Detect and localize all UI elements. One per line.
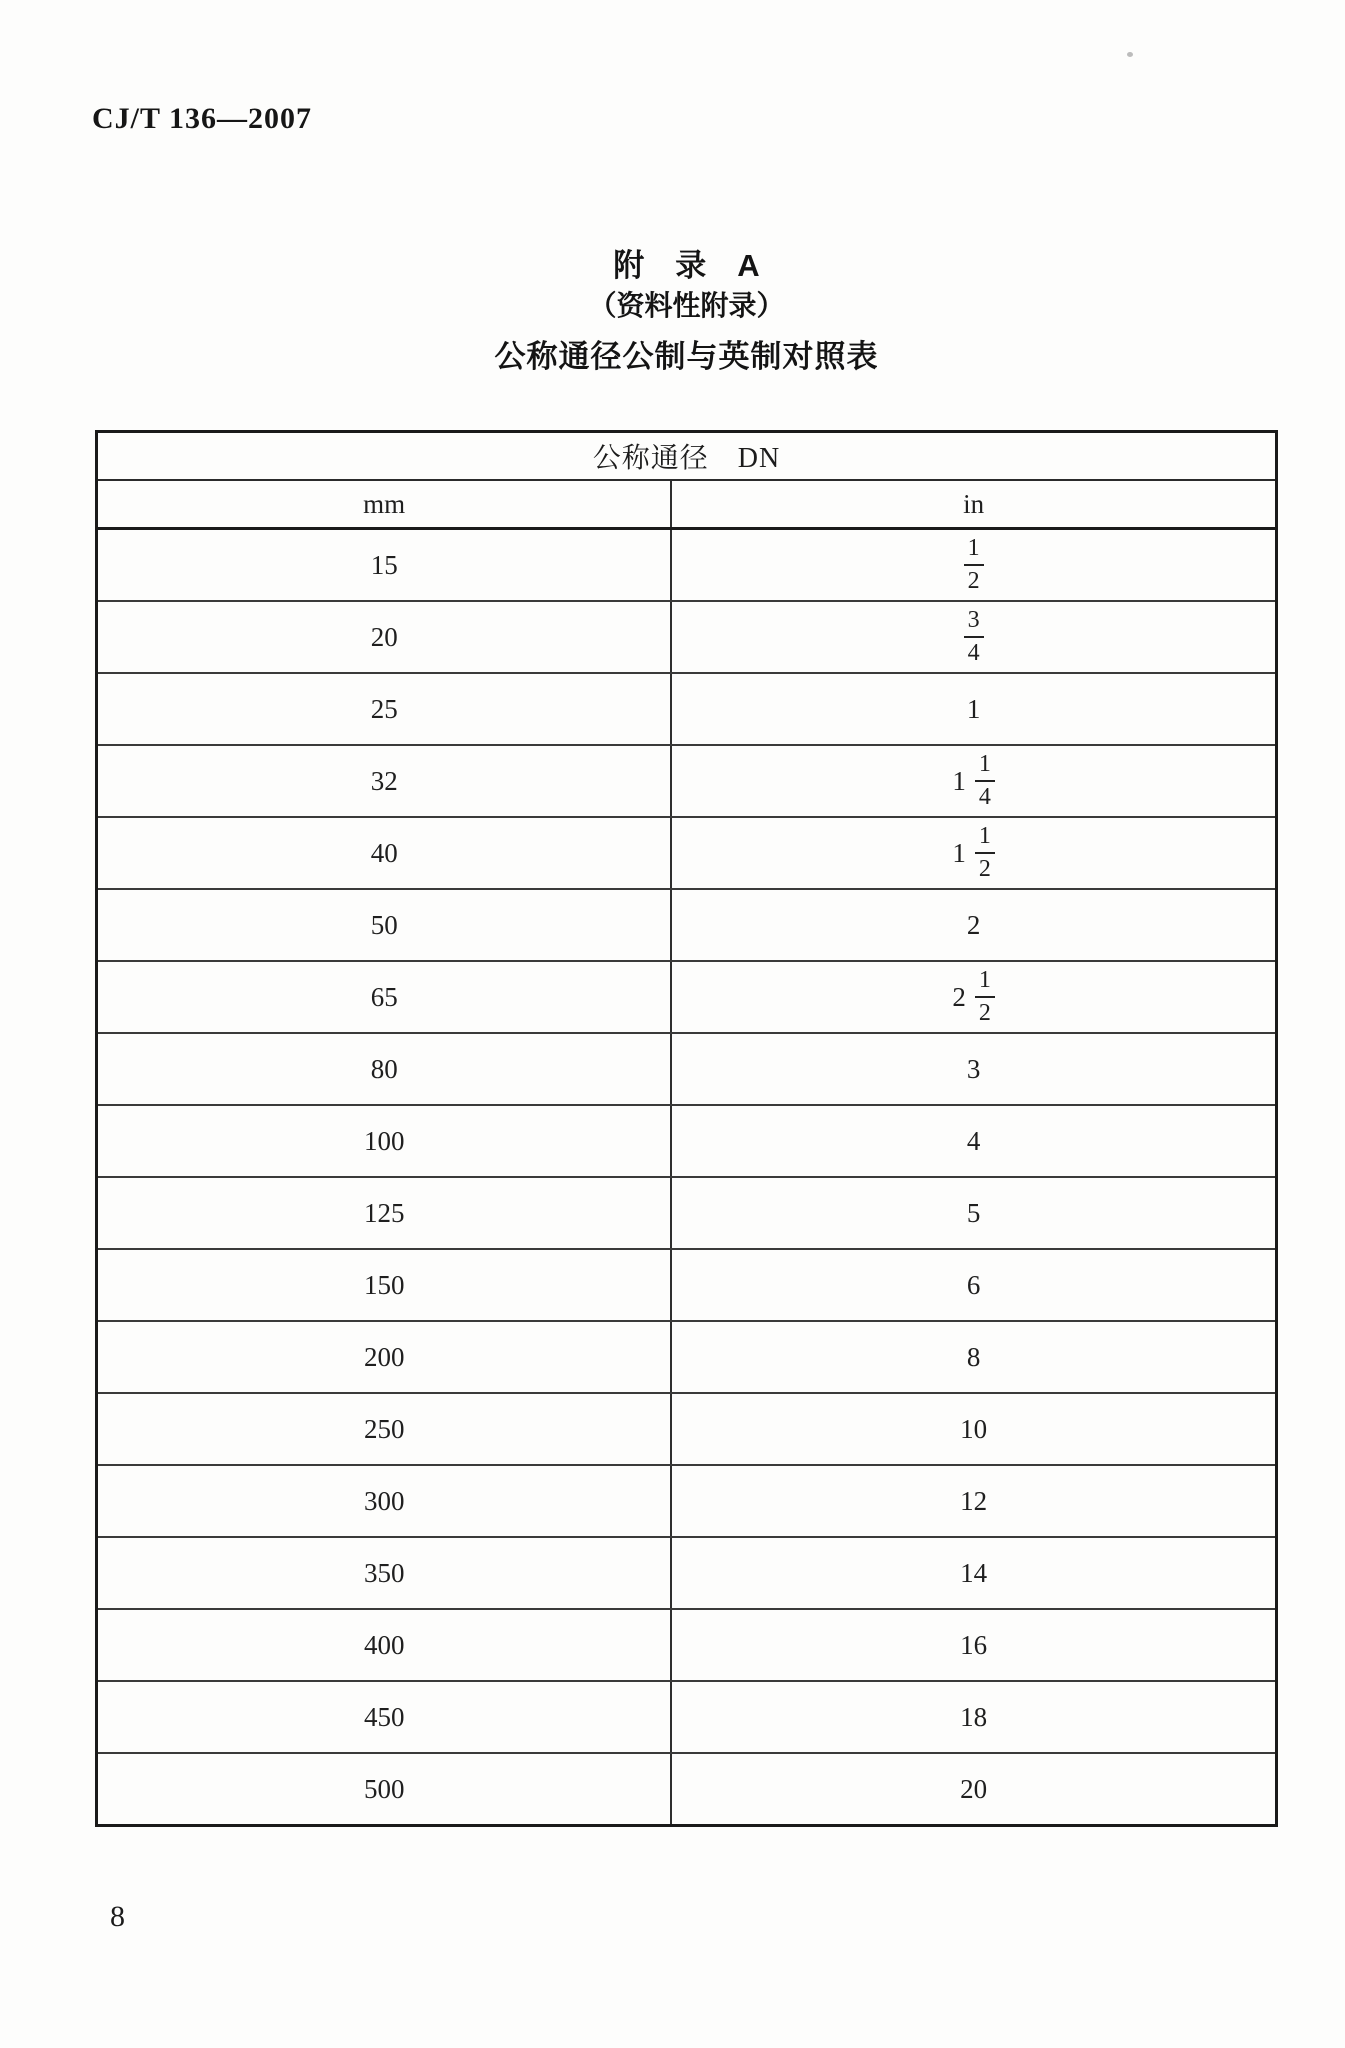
in-whole-number: 6 bbox=[966, 1269, 981, 1300]
in-cell bbox=[672, 746, 1275, 816]
in-value bbox=[952, 824, 995, 882]
in-whole-number: 4 bbox=[966, 1125, 981, 1156]
column-header-mm: mm bbox=[98, 481, 672, 527]
mm-value: 300 bbox=[98, 1466, 672, 1536]
fraction-denominator: 2 bbox=[975, 852, 995, 882]
in-cell bbox=[672, 1394, 1275, 1464]
in-value bbox=[966, 1125, 981, 1156]
table-header-dn: 公称通径 DN bbox=[98, 433, 1275, 481]
in-whole-number: 1 bbox=[966, 693, 981, 724]
fraction-numerator: 1 bbox=[978, 750, 991, 777]
in-whole-number: 1 bbox=[952, 837, 966, 868]
in-value bbox=[964, 608, 984, 666]
table-row bbox=[98, 674, 1275, 746]
table-row bbox=[98, 602, 1275, 674]
in-whole-number: 18 bbox=[960, 1701, 988, 1732]
in-cell bbox=[672, 1322, 1275, 1392]
table-row bbox=[98, 1250, 1275, 1322]
table-row bbox=[98, 1610, 1275, 1682]
column-header-in: in bbox=[963, 488, 985, 519]
in-value bbox=[952, 968, 995, 1026]
table-row bbox=[98, 746, 1275, 818]
in-fraction bbox=[975, 752, 995, 810]
in-fraction bbox=[975, 824, 995, 882]
in-value bbox=[964, 536, 984, 594]
mm-value: 350 bbox=[98, 1538, 672, 1608]
in-cell bbox=[672, 962, 1275, 1032]
in-value bbox=[960, 1629, 988, 1660]
table-row bbox=[98, 1754, 1275, 1824]
table-row bbox=[98, 1466, 1275, 1538]
in-fraction bbox=[964, 608, 984, 666]
in-whole-number: 12 bbox=[960, 1485, 988, 1516]
page-number: 8 bbox=[110, 1900, 125, 1933]
in-value bbox=[952, 752, 995, 810]
in-value bbox=[966, 1197, 981, 1228]
in-whole-number: 2 bbox=[966, 909, 981, 940]
fraction-numerator: 1 bbox=[967, 534, 980, 561]
table-row bbox=[98, 1178, 1275, 1250]
fraction-numerator: 3 bbox=[967, 606, 980, 633]
in-whole-number: 5 bbox=[966, 1197, 981, 1228]
fraction-denominator: 4 bbox=[964, 636, 984, 666]
in-whole-number: 20 bbox=[960, 1773, 988, 1804]
in-cell bbox=[672, 890, 1275, 960]
in-cell bbox=[672, 1538, 1275, 1608]
table-row bbox=[98, 530, 1275, 602]
fraction-denominator: 2 bbox=[964, 564, 984, 594]
mm-value: 50 bbox=[98, 890, 672, 960]
in-value bbox=[966, 1269, 981, 1300]
document-number: CJ/T 136—2007 bbox=[92, 102, 312, 135]
mm-value: 20 bbox=[98, 602, 672, 672]
in-value bbox=[966, 693, 981, 724]
in-value bbox=[966, 1053, 981, 1084]
table-row bbox=[98, 1106, 1275, 1178]
table-row bbox=[98, 1322, 1275, 1394]
in-value bbox=[960, 1413, 988, 1444]
in-cell bbox=[672, 1034, 1275, 1104]
in-cell bbox=[672, 1250, 1275, 1320]
fraction-denominator: 4 bbox=[975, 780, 995, 810]
in-cell bbox=[672, 1466, 1275, 1536]
mm-value: 25 bbox=[98, 674, 672, 744]
in-whole-number: 14 bbox=[960, 1557, 988, 1588]
in-value bbox=[960, 1773, 988, 1804]
in-whole-number: 3 bbox=[966, 1053, 981, 1084]
fraction-denominator: 2 bbox=[975, 996, 995, 1026]
in-whole-number: 16 bbox=[960, 1629, 988, 1660]
in-value bbox=[966, 1341, 981, 1372]
table-row bbox=[98, 1682, 1275, 1754]
table-row bbox=[98, 962, 1275, 1034]
table-row bbox=[98, 1394, 1275, 1466]
table-row bbox=[98, 818, 1275, 890]
in-cell bbox=[672, 1178, 1275, 1248]
fraction-numerator: 1 bbox=[978, 822, 991, 849]
table-row bbox=[98, 1034, 1275, 1106]
table-body bbox=[98, 530, 1275, 1824]
fraction-numerator: 1 bbox=[978, 966, 991, 993]
in-fraction bbox=[975, 968, 995, 1026]
in-cell bbox=[672, 818, 1275, 888]
mm-value: 150 bbox=[98, 1250, 672, 1320]
mm-value: 15 bbox=[98, 530, 672, 600]
mm-value: 32 bbox=[98, 746, 672, 816]
in-value bbox=[966, 909, 981, 940]
in-cell bbox=[672, 1610, 1275, 1680]
mm-value: 40 bbox=[98, 818, 672, 888]
in-cell bbox=[672, 1682, 1275, 1752]
in-cell bbox=[672, 1106, 1275, 1176]
in-value bbox=[960, 1701, 988, 1732]
mm-value: 400 bbox=[98, 1610, 672, 1680]
table-title: 公称通径公制与英制对照表 bbox=[494, 339, 879, 374]
table-column-header-row bbox=[98, 481, 1275, 530]
in-value bbox=[960, 1485, 988, 1516]
mm-value: 250 bbox=[98, 1394, 672, 1464]
mm-value: 200 bbox=[98, 1322, 672, 1392]
appendix-subtitle: （资料性附录） bbox=[588, 290, 785, 321]
mm-value: 80 bbox=[98, 1034, 672, 1104]
in-value bbox=[960, 1557, 988, 1588]
table-row bbox=[98, 890, 1275, 962]
in-whole-number: 10 bbox=[960, 1413, 988, 1444]
appendix-title: 附 录 A bbox=[613, 248, 760, 283]
in-whole-number: 8 bbox=[966, 1341, 981, 1372]
table-row bbox=[98, 1538, 1275, 1610]
mm-value: 500 bbox=[98, 1754, 672, 1824]
in-cell bbox=[672, 602, 1275, 672]
in-whole-number: 1 bbox=[952, 765, 966, 796]
in-cell bbox=[672, 530, 1275, 600]
in-cell bbox=[672, 674, 1275, 744]
in-fraction bbox=[964, 536, 984, 594]
in-whole-number: 2 bbox=[952, 981, 966, 1012]
mm-value: 125 bbox=[98, 1178, 672, 1248]
in-cell bbox=[672, 1754, 1275, 1824]
mm-value: 65 bbox=[98, 962, 672, 1032]
mm-value: 450 bbox=[98, 1682, 672, 1752]
dn-conversion-table bbox=[95, 430, 1278, 1827]
scan-artifact-dot bbox=[1127, 52, 1133, 57]
mm-value: 100 bbox=[98, 1106, 672, 1176]
